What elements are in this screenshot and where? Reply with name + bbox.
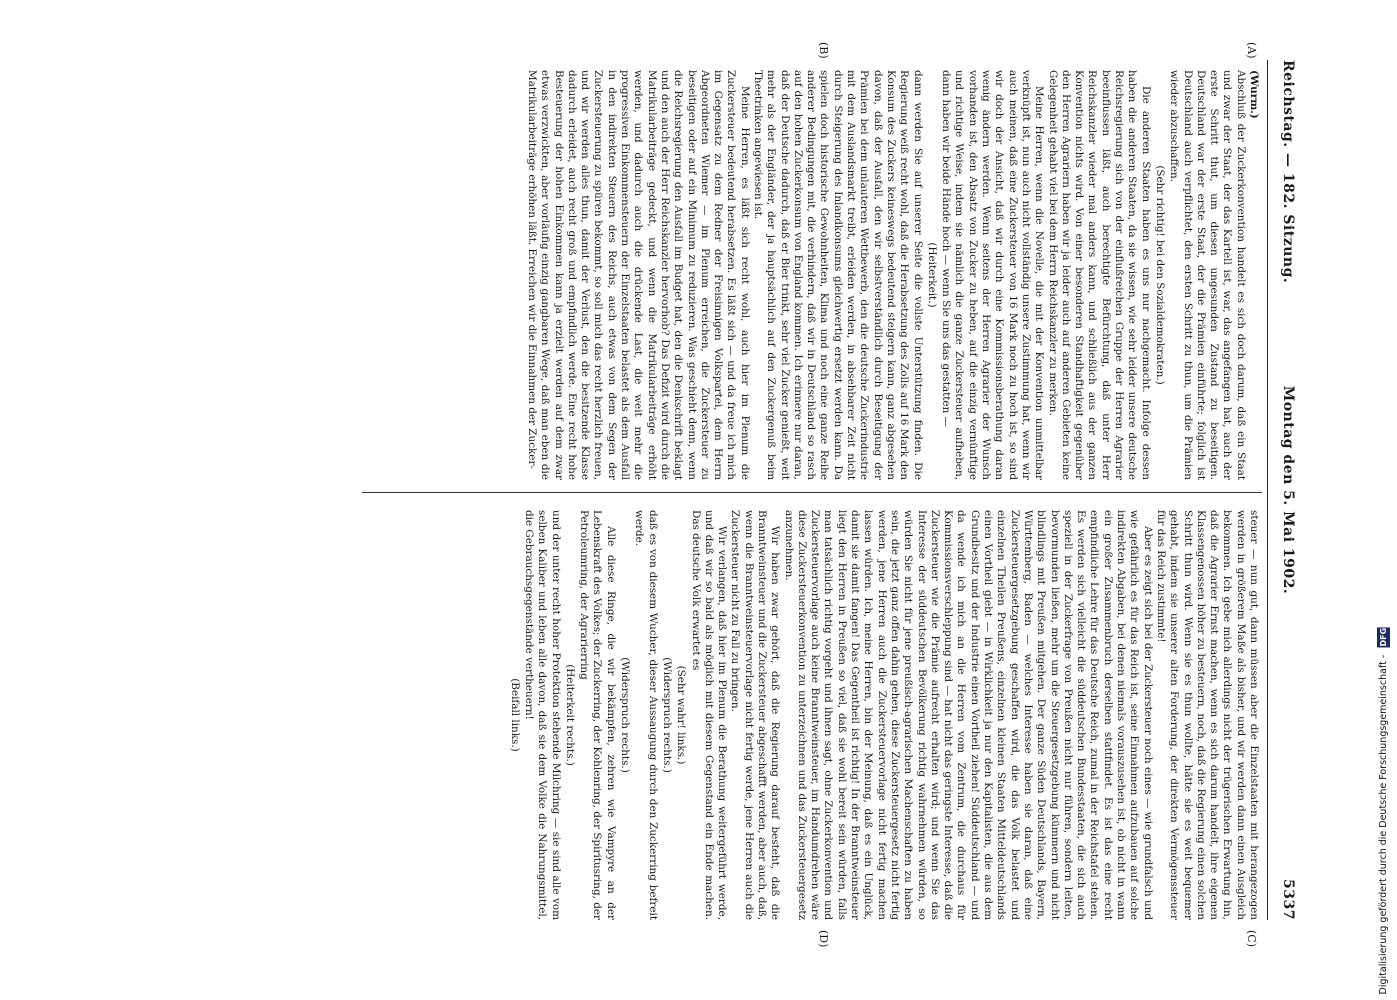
paragraph: und der unter recht hoher Protektion stehende Milchring — sie sind alle vom selben Kaliber und leben alle davon, daß sie dem Volke die Nahrungsmittel, die Gebrauchsgegenstände vertheuern! — [522, 510, 562, 920]
header-rule — [1267, 60, 1268, 920]
header-date: Montag den 5. Mai 1902. — [1280, 385, 1296, 595]
paragraph: Die anderen Staaten haben es uns nur nachgemacht. Infolge dessen haben die anderen Staaten, da sie wissen, wie sehr leider unsere deutsche Reichsregierung sich von der einflußreichen Gruppe der Herren Agrarier beeinflussen läßt, auch berechtigte Befürchtung, daß unter Herr Reichskanzler wieder mal anders kann, und schließlich aus der ganzen Konvention nichts wird. Von einer besonderen Standhaftigkeit gegenüber den Herren Agrariern haben wir ja leider auch auf anderen Gebieten keine Gelegenheit gehabt viel bei dem Herrn Reichskanzler zu merken. — [1046, 70, 1152, 480]
remark: (Heiterkeit rechts.) — [563, 664, 576, 766]
paragraph: dann werden Sie auf unserer Seite die vollste Unterstützung finden. Die Regierung weiß recht wohl, daß die Herabsetzung des Zolls auf 16 Mark den Konsum des Zuckers keineswegs bedeutend steigern kann, ganz abgesehen davon, daß der Ausfall, den wir selbstverständlich durch Beseitigung der Prämien bei dem unlauteren Wettbewerb, den die deutsche Zuckerindustrie mit dem Auslandsmarkt treibt, erleiden werden, in absehbarer Zeit nicht durch Steigerung des Inlandkonsums gleichwertig ersetzt werden kann. Da spielen doch historische Gewohnheiten, Klima und noch eine ganze Reihe anderer Bedingungen mit, die verhindern, daß wir in Deutschland so rasch auf den hohen Zuckerkonsum von England kommen. Ich erinnere nur daran, daß der Deutsche dadurch, daß er Bier trinkt, sehr viel Zucker genießt, weit mehr als der Engländer, der ja hauptsächlich auf den Zuckergenuß beim Theetrinken angewiesen ist. — [752, 70, 924, 480]
paragraph: Alle diese Ringe, die wir bekämpfen, zehren wie Vampyre an der Lebenskraft des Volkes; der Zuckerring, der Kohlenring, der Spiritusring, der Petroleumring, der Agrarierring — [578, 510, 617, 920]
remark: (Sehr richtig! bei den Sozialdemokraten.) — [1153, 165, 1166, 385]
paragraph: Aber es zeigt sich bei der Zuckersteuer noch eines — wie grundfalsch und wie gefährlich es für das Reich ist, seine Einnahmen aufzubauen auf solche indirekten Abgaben, bei denen niemals vorauszusehen ist, ob nicht in wann ein großer Zusammenbruch derselben stattfindet. Es ist das eine recht empfindliche Lehre für das Deutsche Reich, zumal in der Reichstafel stehen. Es werden sich vielleicht die süddeutschen Bundesstaaten, die sich auch speziell in der Zuckerfrage von Preußen nicht nur führen, sondern leiten, bevormunden ließen, mehr um die Steuergesetzgebung kümmern und nicht blindlings mit Preußen mitgehen. Der ganze Süden Deutschlands, Bayern, Württemberg, Baden — welches Interesse haben sie daran, daß eine Zuckersteuergesetzgebung geschaffen wird, die das Volk belastet und einzelnen Theilen Preußens, einzelnen kleinen Staaten Mitteldeutschlands einen Vortheil giebt — in Wirklichkeit ja nur den Kapitalisten, die aus dem Grundbesitz und der Industrie einen Vortheil ziehen! Süddeutschland — und da wende ich mich an die Herren vom Zentrum, die durchaus für Kommissionsverschleppung sind — hat nicht das geringste Interesse, daß die Zuckersteuer wie die Prämie aufrecht erhalten wird; und wenn Sie das Interesse der süddeutschen Bevölkerung richtig wahrnehmen würden, so würden Sie nicht für jene preußisch-agrarischen Machenschaften zu haben sein, die jetzt ganz offen dahin gehen, diese Zuckersteuergesetz nicht fertig werden, jene Herren auch die Zuckersteuervorlage nicht fertig machen lassen würden. Ich, meine Herren, bin der Meinung, daß es ein Unglück, damit sie damit fangen! Das Gegentheil ist richtig! In der Branntweinsteuer liegt den Herren in Preußen so viel, daß sie wohl bereit sein würden, falls man tatsächlich richtig vorgeht und ihnen sagt, ohne Zuckerkonvention und Zuckersteuervorlage auch keine Branntweinsteuer, im Handumdrehen wäre diese Zuckersteuerkonvention zu unterzeichnen und das Zuckersteuergesetz anzunehmen. — [782, 510, 1154, 920]
stamp-text: Digitalisierung gefördert durch die Deutsche Forschungsgemeinschaft - DFG — [1378, 627, 1389, 994]
left-column — [525, 70, 1260, 480]
margin-marker-d: (D) — [817, 930, 830, 948]
right-column — [506, 510, 1260, 920]
page-number: 5337 — [1280, 879, 1296, 920]
remark: (Sehr wahr! links.) — [675, 665, 688, 765]
paragraph: Meine Herren, wenn die Novelle, die mit der Konvention unmittelbar verknüpft ist, nun auch nicht vollständig unsere Zustimmung hat, wenn wir auch meinen, daß eine Zuckersteuer von 16 Mark noch zu hoch ist, so sind wir doch der Ansicht, daß wir durch eine Kommissionsberathung daran wenig ändern werden. Wenn seitens der Herren Agrarier der Wunsch vorhanden ist, den Absatz von Zucker zu heben, auf die einzig vernünftige und richtige Weise, indem sie nämlich die ganze Zuckersteuer aufheben, dann haben wir beide Hände hoch — wenn Sie uns das gestatten — — [940, 70, 1046, 480]
paragraph: Meine Herren, es läßt sich recht wohl, auch hier im Plenum die Zuckersteuer bedeutend herabsetzen. Es läßt sich — und da freue ich mich im Gegensatz zu dem Redner der Freisinnigen Volkspartei, dem Herrn Abgeordneten Wiemer — im Plenum erreichen, die Zuckersteuer zu beseitigen oder auf ein Minimum zu reduzieren. Was geschieht denn, wenn die Reichsregierung den Ausfall im Budget hat, den die Denkschrift beklagt und den auch der Herr Reichskanzler hervorhob? Das Defizit wird durch die Matrikularbeiträge gedeckt, und wenn die Matrikularbeiträge erhöht werden, und dadurch auch die drückende Last, die weit mehr die progressiven Einkommensteuern der Einzelstaaten belastet als dem Ausfall in den indirekten Steuern des Reichs, auch etwas von dem Segen der Zuckersteuerung zu spüren bekommt, so soll mich das recht herzlich freuen, und wir werden alles thun, damit der Verlust, den die besitzende Klasse dadurch erleidet, auch recht groß und empfindlich werde. Eine recht hohe Besteuerung der hohen Einkommen kann ja erzielt werden auf dem zwar etwas verzwickten, aber vorläufig einzig gangbaren Wege, daß man eben die Matrikularbeiträge erhöhen läßt. Erreichen wir die Einnahmen der Zucker- — [525, 70, 751, 480]
column-divider — [362, 492, 1262, 493]
remark: (Widerspruch rechts.) — [660, 657, 673, 773]
margin-marker-a: (A) — [1245, 42, 1258, 59]
paragraph: daß es von diesem Wucher, dieser Aussaugung durch den Zuckerring befreit werde. — [633, 510, 659, 920]
margin-marker-c: (C) — [1245, 930, 1258, 947]
speaker-name: (Wurm.) — [1248, 70, 1260, 119]
remark: (Heiterkeit.) — [925, 242, 938, 308]
paragraph: Wir haben zwar gehört, daß die Regierung darauf besteht, daß die Branntweinsteuer und die Zuckersteuer abgeschafft werden, aber auch, daß, wenn die Branntweinsteuervorlage nicht fertig werde, jene Herren auch die Zuckersteuer nicht zu Fall zu bringen. — [729, 510, 782, 920]
header-left: Reichstag. — 182. Sitzung. — [1280, 60, 1296, 284]
remark: (Beifall links.) — [508, 678, 521, 752]
digitization-stamp — [1375, 0, 1397, 1000]
page-header — [1270, 60, 1296, 920]
paragraph: Wir verlangen, daß hier im Plenum die Berathung weitergeführt werde, und daß wir so bald als möglich mit diesem Gegenstand ein Ende machen. Das deutsche Volk erwartet es — [689, 510, 729, 920]
paragraph: Abschluß der Zuckerkonvention handelt es sich doch darum, daß ein Staat und zwar der Staat, der das Kartell ist, war, das angefangen hat, auch der erste Schritt thut, um diesen ungesunden Zustand zu beseitigen. Deutschland war der erste Staat, der die Prämien einführte; folglich ist Deutschland auch verpflichtet, den ersten Schritt zu thun, um die Prämien wieder abzuschaffen. — [1168, 70, 1247, 480]
margin-marker-b: (B) — [817, 42, 830, 59]
paragraph: steuer — nun gut, dann müssen aber die Einzelstaaten mit herangezogen werden in größerem Maße als bisher, und wir werden dann einen Ausgleich bekommen. Ich gebe mich allerdings nicht der trügerischen Erwartung hin, daß die Agrarier Ernst machen, wenn es sich darum handelt, ihre eigenen Klassengenossen höher zu besteuern, noch, daß die Regierung einen solchen Schritt thun wird. Wenn sie es thun wollte, hätte sie es weit bequemer gehabt, indem sie unserer alten Forderung, der direkten Vermögenssteuer für das Reich zustimmte! — [1154, 510, 1260, 920]
dfg-logo: DFG — [1379, 627, 1388, 647]
remark: (Widerspruch rechts.) — [619, 657, 632, 773]
